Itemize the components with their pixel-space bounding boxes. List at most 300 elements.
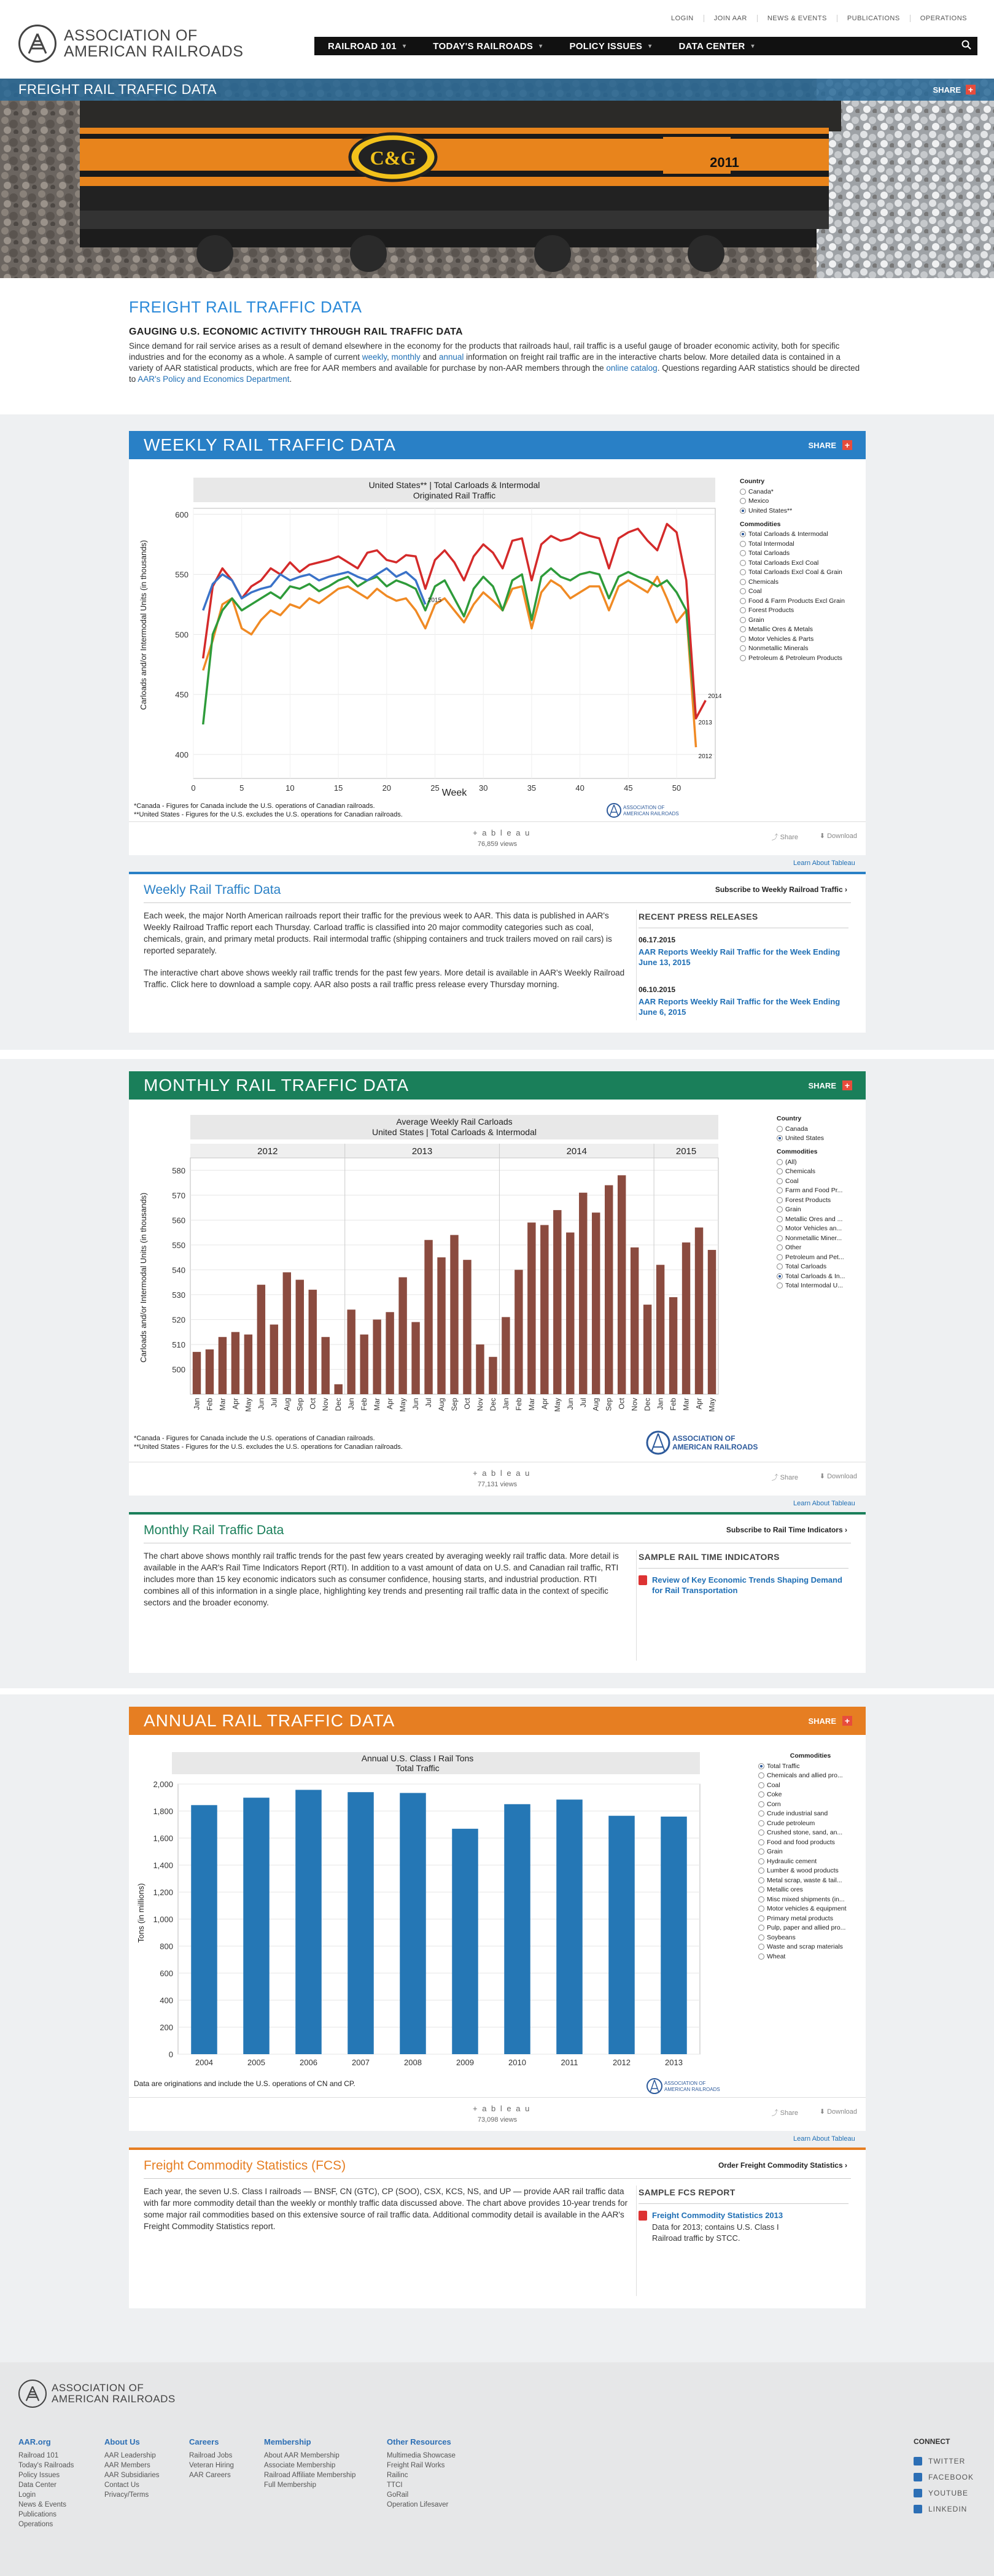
radio-icon[interactable] xyxy=(758,1820,764,1826)
commodity-option[interactable] xyxy=(758,1923,863,1933)
radio-icon[interactable] xyxy=(740,626,746,632)
divider xyxy=(636,1550,637,1661)
footer-link[interactable]: Multimedia Showcase xyxy=(387,2452,456,2459)
learn-about-tableau-link[interactable]: Learn About Tableau xyxy=(793,1500,855,1507)
footer-link[interactable]: Operations xyxy=(18,2521,53,2528)
footer-link[interactable]: TTCI xyxy=(387,2481,403,2489)
country-option[interactable] xyxy=(740,497,863,506)
country-label: United States xyxy=(785,1135,825,1143)
tableau-logo[interactable]: + a b l e a u xyxy=(473,2104,531,2113)
monthly-bar-chart[interactable] xyxy=(129,1100,758,1462)
monthly-bar xyxy=(360,1335,368,1394)
commodity-option[interactable] xyxy=(758,1761,863,1771)
intro-text: and xyxy=(420,352,439,362)
intro-section xyxy=(129,298,866,385)
weekly-plot-area xyxy=(193,508,715,778)
radio-icon[interactable] xyxy=(740,550,746,556)
monthly-filters xyxy=(777,1115,863,1290)
monthly-chart-title2: United States | Total Carloads & Intermodal xyxy=(372,1127,537,1137)
monthly-info-title: Monthly Rail Traffic Data xyxy=(144,1523,284,1537)
country-option[interactable] xyxy=(777,1124,863,1134)
weekly-header xyxy=(129,431,866,459)
sample-fcs-link[interactable]: Freight Commodity Statistics 2013 xyxy=(652,2211,783,2220)
monthly-bar xyxy=(424,1240,432,1394)
order-fcs-link[interactable] xyxy=(718,2161,847,2170)
footer-link[interactable]: AAR Subsidiaries xyxy=(104,2472,160,2479)
commodity-option[interactable] xyxy=(777,1176,863,1186)
footer-link[interactable]: Publications xyxy=(18,2511,57,2518)
radio-icon[interactable] xyxy=(777,1225,783,1232)
commodity-option[interactable] xyxy=(758,1818,863,1828)
monthly-xtick: Mar xyxy=(373,1398,382,1411)
commodity-option[interactable] xyxy=(740,653,863,663)
locomotive-image xyxy=(0,79,994,278)
commodity-label: Nonmetallic Miner... xyxy=(785,1234,842,1242)
utility-nav xyxy=(661,15,977,22)
tableau-share-button[interactable] xyxy=(772,832,798,842)
radio-icon[interactable] xyxy=(758,1925,764,1931)
intro-text: . xyxy=(289,374,292,384)
social-link-youtube[interactable] xyxy=(914,2485,974,2501)
commodity-option[interactable] xyxy=(758,1780,863,1790)
commodity-option[interactable] xyxy=(740,568,863,578)
hero-banner xyxy=(0,79,994,278)
monthly-year-label: 2014 xyxy=(566,1146,587,1157)
radio-icon[interactable] xyxy=(777,1159,783,1165)
footer-link[interactable]: Operation Lifesaver xyxy=(387,2501,449,2508)
social-label: FACEBOOK xyxy=(928,2473,974,2481)
monthly-xtick: Oct xyxy=(462,1398,472,1410)
radio-icon[interactable] xyxy=(777,1235,783,1241)
annual-tableau-bar xyxy=(129,2097,866,2131)
learn-about-tableau-link[interactable]: Learn About Tableau xyxy=(793,2135,855,2143)
aar-logo-icon xyxy=(18,25,56,63)
weekly-ytick: 600 xyxy=(175,510,188,519)
radio-icon[interactable] xyxy=(758,1829,764,1836)
footer-logo[interactable] xyxy=(18,2380,176,2408)
download-label: Download xyxy=(827,2108,857,2116)
annual-filters xyxy=(758,1752,863,1961)
tableau-logo[interactable]: + a b l e a u xyxy=(473,828,531,837)
monthly-xtick: Jun xyxy=(411,1398,421,1410)
monthly-xtick: Jun xyxy=(565,1398,575,1410)
weekly-country-heading: Country xyxy=(740,478,765,485)
radio-icon[interactable] xyxy=(777,1135,783,1141)
page-subtitle: GAUGING U.S. ECONOMIC ACTIVITY THROUGH RAIL TRAFFIC DATA xyxy=(129,327,463,337)
commodity-option[interactable] xyxy=(758,1856,863,1866)
share-label: SHARE xyxy=(808,440,836,450)
weekly-note2: **United States - Figures for the U.S. excludes the U.S. operations for Canadian railroads. xyxy=(134,811,403,818)
radio-icon[interactable] xyxy=(777,1216,783,1222)
footer-col-heading[interactable]: AAR.org xyxy=(18,2437,51,2446)
radio-icon[interactable] xyxy=(740,498,746,504)
country-label: Canada* xyxy=(748,487,774,495)
radio-icon[interactable] xyxy=(758,1849,764,1855)
radio-icon[interactable] xyxy=(740,541,746,547)
commodity-label: Metallic Ores and ... xyxy=(785,1215,843,1223)
radio-icon[interactable] xyxy=(758,1868,764,1874)
footer-link[interactable]: Privacy/Terms xyxy=(104,2491,149,2499)
commodity-option[interactable] xyxy=(740,577,863,587)
monthly-bar xyxy=(411,1322,419,1394)
commodity-option[interactable] xyxy=(758,1866,863,1876)
footer-link[interactable]: Railroad Affiliate Membership xyxy=(264,2472,356,2479)
commodity-option[interactable] xyxy=(758,1837,863,1847)
radio-icon[interactable] xyxy=(758,1839,764,1845)
utility-join[interactable]: JOIN AAR xyxy=(704,15,757,22)
radio-icon[interactable] xyxy=(777,1126,783,1132)
commodity-option[interactable] xyxy=(777,1252,863,1262)
radio-icon[interactable] xyxy=(740,607,746,613)
weekly-filters xyxy=(740,478,863,663)
footer-link[interactable]: Data Center xyxy=(18,2481,57,2489)
link-weekly[interactable]: weekly xyxy=(362,352,387,362)
footer-link[interactable]: Railroad 101 xyxy=(18,2452,59,2459)
footer-link[interactable]: Freight Rail Works xyxy=(387,2462,445,2469)
radio-icon[interactable] xyxy=(777,1168,783,1174)
commodity-option[interactable] xyxy=(758,1904,863,1914)
commodity-label: Total Traffic xyxy=(767,1762,800,1770)
monthly-bar xyxy=(618,1175,626,1394)
weekly-xtick: 10 xyxy=(285,783,295,793)
share-label: SHARE xyxy=(808,1716,836,1726)
commodity-option[interactable] xyxy=(740,615,863,625)
social-link-linkedin[interactable] xyxy=(914,2501,974,2517)
utility-operations[interactable]: OPERATIONS xyxy=(910,15,977,22)
aar-logo[interactable] xyxy=(18,25,243,63)
utility-login[interactable]: LOGIN xyxy=(670,15,694,22)
commodity-option[interactable] xyxy=(777,1205,863,1215)
footer-col-heading[interactable]: Membership xyxy=(264,2437,311,2446)
monthly-bar xyxy=(592,1212,600,1394)
tableau-download-button[interactable] xyxy=(820,2108,857,2116)
commodity-option[interactable] xyxy=(740,549,863,559)
commodity-option[interactable] xyxy=(740,634,863,644)
commodity-option[interactable] xyxy=(758,1952,863,1961)
radio-icon[interactable] xyxy=(740,598,746,604)
intro-text: Since demand for rail service arises as a result of demand elsewhere in the economy for the products that railroads haul, rail traffic is a useful gauge of broader economic activity, both for specific industries and for the economy as a whole. A sample of current xyxy=(129,341,840,362)
commodity-option[interactable] xyxy=(758,1771,863,1781)
commodity-label: Petroleum & Petroleum Products xyxy=(748,654,842,662)
footer-link[interactable]: GoRail xyxy=(387,2491,409,2499)
radio-icon[interactable] xyxy=(740,588,746,594)
commodity-label: Chemicals xyxy=(785,1168,816,1176)
annual-chart-title2: Total Traffic xyxy=(395,1763,440,1773)
commodity-option[interactable] xyxy=(758,1876,863,1885)
footer-col-heading[interactable]: Other Resources xyxy=(387,2437,451,2446)
radio-icon[interactable] xyxy=(777,1187,783,1193)
radio-icon[interactable] xyxy=(758,1801,764,1807)
radio-icon[interactable] xyxy=(758,1887,764,1893)
commodity-option[interactable] xyxy=(758,1828,863,1838)
radio-icon[interactable] xyxy=(740,569,746,575)
footer-link[interactable]: Full Membership xyxy=(264,2481,316,2489)
radio-icon[interactable] xyxy=(758,1810,764,1817)
country-option[interactable] xyxy=(740,487,863,497)
commodity-option[interactable] xyxy=(777,1271,863,1281)
tableau-logo[interactable]: + a b l e a u xyxy=(473,1468,531,1478)
monthly-bar xyxy=(476,1344,484,1394)
radio-icon[interactable] xyxy=(740,560,746,566)
radio-icon[interactable] xyxy=(758,1858,764,1864)
annual-ytick: 800 xyxy=(160,1942,173,1951)
radio-icon[interactable] xyxy=(777,1273,783,1279)
download-icon: ⬇ xyxy=(819,832,828,840)
tableau-download-button[interactable] xyxy=(820,1472,857,1480)
weekly-note1: *Canada - Figures for Canada include the U.S. operations of Canadian railroads. xyxy=(134,802,375,810)
radio-icon[interactable] xyxy=(758,1944,764,1950)
nav-todays-railroads[interactable] xyxy=(419,41,556,52)
commodity-option[interactable] xyxy=(777,1214,863,1224)
monthly-country-heading: Country xyxy=(777,1115,802,1122)
footer-link[interactable]: Policy Issues xyxy=(18,2472,60,2479)
share-icon: ⤴ xyxy=(771,2109,780,2117)
link-policy-economics[interactable]: AAR's Policy and Economics Department xyxy=(138,374,290,384)
subscribe-weekly-link[interactable] xyxy=(715,885,847,894)
radio-icon[interactable] xyxy=(740,636,746,642)
nav-label: TODAY'S RAILROADS xyxy=(433,41,534,52)
monthly-bar xyxy=(270,1325,278,1394)
radio-icon[interactable] xyxy=(758,1772,764,1779)
logo-line2: AMERICAN RAILROADS xyxy=(64,43,244,60)
monthly-bar xyxy=(193,1352,201,1394)
annual-bar xyxy=(661,1817,687,2054)
annual-xtick: 2005 xyxy=(247,2058,265,2067)
radio-icon[interactable] xyxy=(777,1263,783,1270)
commodity-option[interactable] xyxy=(740,596,863,606)
radio-icon[interactable] xyxy=(758,1934,764,1941)
learn-about-tableau-link[interactable]: Learn About Tableau xyxy=(793,859,855,867)
radio-icon[interactable] xyxy=(777,1254,783,1260)
weekly-xtick: 40 xyxy=(575,783,584,793)
commodity-option[interactable] xyxy=(740,539,863,549)
radio-icon[interactable] xyxy=(777,1244,783,1251)
nav-policy-issues[interactable] xyxy=(556,41,665,52)
radio-icon[interactable] xyxy=(740,645,746,651)
hero-title: FREIGHT RAIL TRAFFIC DATA xyxy=(18,82,217,97)
footer-link[interactable]: Railroad Jobs xyxy=(189,2452,233,2459)
monthly-year-label: 2013 xyxy=(411,1146,433,1157)
commodity-option[interactable] xyxy=(758,1942,863,1952)
commodity-option[interactable] xyxy=(758,1895,863,1904)
commodity-option[interactable] xyxy=(777,1167,863,1177)
nav-label: POLICY ISSUES xyxy=(569,41,643,52)
country-option[interactable] xyxy=(777,1134,863,1144)
monthly-xtick: Jan xyxy=(656,1398,665,1410)
commodity-label: Total Carloads xyxy=(785,1263,827,1271)
nav-railroad-101[interactable] xyxy=(314,41,419,52)
tableau-share-button[interactable] xyxy=(772,1472,798,1482)
commodity-option[interactable] xyxy=(758,1914,863,1923)
radio-icon[interactable] xyxy=(758,1953,764,1960)
monthly-xtick: Feb xyxy=(205,1398,214,1411)
radio-icon[interactable] xyxy=(777,1282,783,1289)
radio-icon[interactable] xyxy=(758,1896,764,1903)
social-link-facebook[interactable] xyxy=(914,2469,974,2485)
press-release-link[interactable]: AAR Reports Weekly Rail Traffic for the Week Ending June 13, 2015 xyxy=(639,947,841,967)
footer-logo-line2: AMERICAN RAILROADS xyxy=(52,2393,176,2405)
weekly-xtick: 0 xyxy=(191,783,196,793)
weekly-logo-text1: ASSOCIATION OF xyxy=(623,805,665,810)
monthly-xtick: Jun xyxy=(257,1398,266,1410)
commodity-option[interactable] xyxy=(758,1790,863,1800)
monthly-bar xyxy=(373,1319,381,1394)
subscribe-label: Order Freight Commodity Statistics xyxy=(718,2161,843,2170)
footer-link[interactable]: About AAR Membership xyxy=(264,2452,340,2459)
weekly-xtick: 25 xyxy=(430,783,440,793)
commodity-option[interactable] xyxy=(758,1799,863,1809)
weekly-line-chart[interactable] xyxy=(129,459,731,821)
commodity-option[interactable] xyxy=(758,1885,863,1895)
commodity-label: Grain xyxy=(785,1206,801,1214)
weekly-logo-text2: AMERICAN RAILROADS xyxy=(623,811,679,817)
commodity-label: Soybeans xyxy=(767,1933,796,1941)
commodity-label: Coal xyxy=(785,1177,799,1185)
footer-link[interactable]: AAR Members xyxy=(104,2462,150,2469)
commodity-option[interactable] xyxy=(740,558,863,568)
radio-icon[interactable] xyxy=(758,1877,764,1884)
divider xyxy=(636,910,637,1020)
monthly-xtick: Feb xyxy=(360,1398,369,1411)
monthly-bar xyxy=(283,1272,291,1394)
monthly-xtick: May xyxy=(244,1398,253,1412)
annual-ytick: 400 xyxy=(160,1996,173,2005)
radio-icon[interactable] xyxy=(777,1197,783,1203)
social-link-twitter[interactable] xyxy=(914,2453,974,2469)
commodity-option[interactable] xyxy=(758,1809,863,1819)
radio-icon[interactable] xyxy=(740,579,746,585)
chevron-right-icon: › xyxy=(845,1526,847,1534)
utility-news[interactable]: NEWS & EVENTS xyxy=(757,15,837,22)
radio-icon[interactable] xyxy=(777,1178,783,1184)
monthly-year-label: 2015 xyxy=(675,1146,697,1157)
radio-icon[interactable] xyxy=(740,655,746,661)
radio-icon[interactable] xyxy=(758,1763,764,1769)
commodity-option[interactable] xyxy=(777,1224,863,1234)
monthly-bar xyxy=(206,1349,214,1394)
annual-bar-chart[interactable] xyxy=(129,1735,743,2097)
commodity-option[interactable] xyxy=(777,1243,863,1253)
monthly-xtick: Apr xyxy=(540,1398,549,1410)
monthly-section xyxy=(0,1050,994,1059)
press-release-link[interactable]: AAR Reports Weekly Rail Traffic for the Week Ending June 6, 2015 xyxy=(639,997,841,1017)
footer-link[interactable]: Railinc xyxy=(387,2472,408,2479)
link-annual[interactable]: annual xyxy=(438,352,464,362)
link-monthly[interactable]: monthly xyxy=(391,352,421,362)
monthly-share-button[interactable] xyxy=(808,1080,852,1090)
radio-icon[interactable] xyxy=(758,1791,764,1798)
commodity-option[interactable] xyxy=(740,587,863,597)
footer-link[interactable]: Contact Us xyxy=(104,2481,139,2489)
footer-link[interactable]: Login xyxy=(18,2491,36,2499)
radio-icon[interactable] xyxy=(740,489,746,495)
footer-link[interactable]: Today's Railroads xyxy=(18,2462,74,2469)
monthly-bar xyxy=(579,1193,587,1394)
radio-icon[interactable] xyxy=(740,531,746,537)
weekly-series-label: 2012 xyxy=(698,753,712,761)
monthly-xtick: Apr xyxy=(386,1398,395,1410)
commodity-label: Hydraulic cement xyxy=(767,1857,817,1865)
search-icon[interactable] xyxy=(961,40,971,53)
commodity-label: Corn xyxy=(767,1800,781,1808)
radio-icon[interactable] xyxy=(740,617,746,623)
footer-link[interactable]: Associate Membership xyxy=(264,2462,336,2469)
monthly-tableau-bar xyxy=(129,1462,866,1496)
country-option[interactable] xyxy=(740,506,863,516)
annual-share-button[interactable] xyxy=(808,1716,852,1726)
commodity-option[interactable] xyxy=(740,530,863,540)
monthly-xtick: Sep xyxy=(604,1398,613,1411)
hero-share-button[interactable] xyxy=(933,85,976,95)
commodity-option[interactable] xyxy=(740,644,863,654)
annual-ytick: 600 xyxy=(160,1969,173,1978)
divider xyxy=(144,2178,851,2179)
social-label: LINKEDIN xyxy=(928,2505,968,2513)
download-label: Download xyxy=(827,1473,857,1480)
footer-col-aar xyxy=(18,2437,74,2529)
commodity-option[interactable] xyxy=(777,1157,863,1167)
social-label: TWITTER xyxy=(928,2457,966,2465)
youtube-icon xyxy=(914,2489,922,2497)
weekly-share-button[interactable] xyxy=(808,440,852,450)
annual-ytick: 1,400 xyxy=(153,1861,173,1870)
radio-icon[interactable] xyxy=(758,1782,764,1788)
subscribe-rti-link[interactable] xyxy=(726,1526,847,1534)
weekly-series-label: 2015 xyxy=(427,597,442,604)
footer-link[interactable]: AAR Leadership xyxy=(104,2452,156,2459)
link-online-catalog[interactable]: online catalog xyxy=(606,363,658,373)
commodity-option[interactable] xyxy=(777,1195,863,1205)
radio-icon[interactable] xyxy=(740,508,746,514)
commodity-option[interactable] xyxy=(740,625,863,635)
commodity-option[interactable] xyxy=(777,1262,863,1272)
radio-icon[interactable] xyxy=(758,1915,764,1922)
radio-icon[interactable] xyxy=(777,1206,783,1212)
footer-link[interactable]: AAR Careers xyxy=(189,2472,231,2479)
share-icon: ⤴ xyxy=(771,834,780,841)
connect-heading: CONNECT xyxy=(914,2437,950,2446)
footer-link[interactable]: News & Events xyxy=(18,2501,66,2508)
commodity-option[interactable] xyxy=(758,1933,863,1942)
footer-link[interactable]: Veteran Hiring xyxy=(189,2462,234,2469)
sample-rti-link[interactable]: Review of Key Economic Trends Shaping Demand for Rail Transportation xyxy=(652,1575,842,1595)
intro-text: , xyxy=(386,352,392,362)
pdf-icon xyxy=(639,1575,647,1585)
nav-data-center[interactable] xyxy=(665,41,767,52)
annual-xtick: 2010 xyxy=(508,2058,526,2067)
annual-bar xyxy=(608,1816,635,2054)
tableau-share-button[interactable] xyxy=(772,2108,798,2117)
monthly-bar xyxy=(322,1337,330,1394)
commodity-option[interactable] xyxy=(740,606,863,616)
monthly-xtick: Feb xyxy=(514,1398,523,1411)
commodity-option[interactable] xyxy=(758,1847,863,1857)
commodity-option[interactable] xyxy=(777,1186,863,1196)
monthly-xtick: Jul xyxy=(270,1398,279,1408)
commodity-option[interactable] xyxy=(777,1281,863,1291)
monthly-ytick: 520 xyxy=(172,1315,185,1325)
utility-publications[interactable]: PUBLICATIONS xyxy=(837,15,910,22)
commodity-option[interactable] xyxy=(777,1233,863,1243)
footer-col-heading[interactable]: About Us xyxy=(104,2437,140,2446)
tableau-download-button[interactable] xyxy=(820,832,857,840)
annual-aar-logo xyxy=(647,2079,720,2093)
radio-icon[interactable] xyxy=(758,1906,764,1912)
weekly-commodities-heading: Commodities xyxy=(740,520,781,528)
monthly-ytick: 550 xyxy=(172,1240,185,1250)
plus-icon: + xyxy=(842,440,852,450)
footer-col-heading[interactable]: Careers xyxy=(189,2437,219,2446)
